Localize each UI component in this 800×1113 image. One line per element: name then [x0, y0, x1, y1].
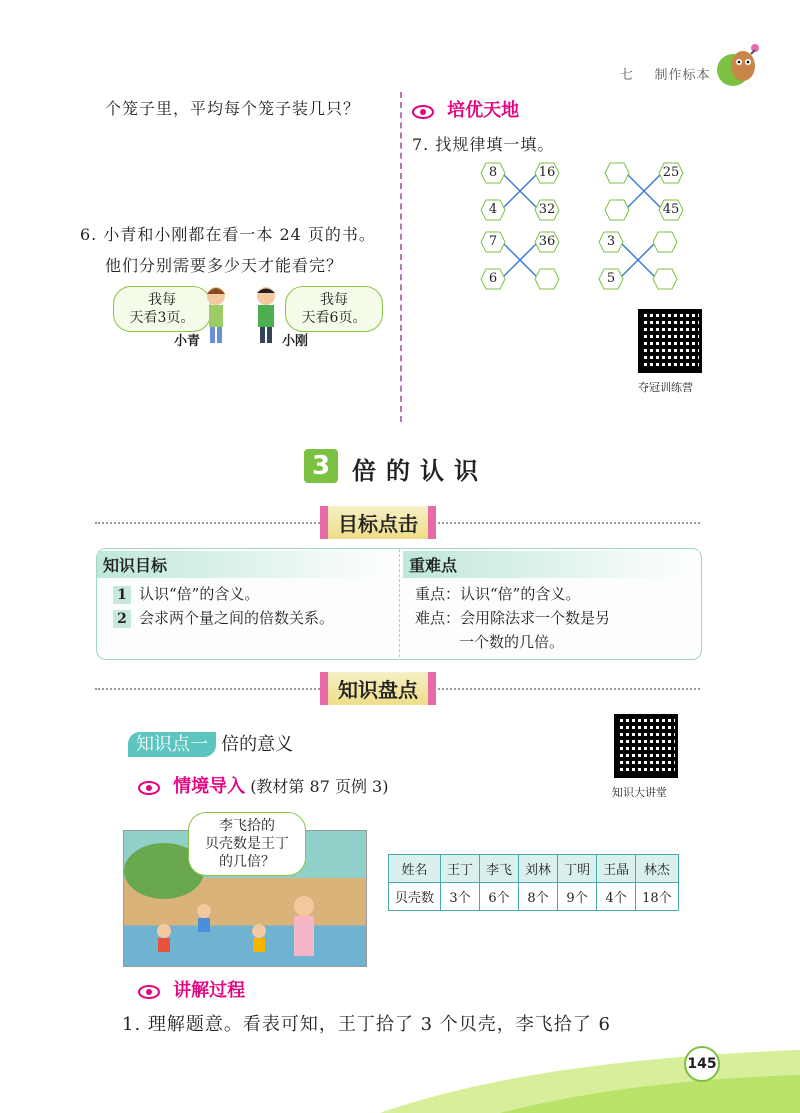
table-header-cell: 王丁	[441, 855, 480, 883]
item-text: 会求两个量之间的倍数关系。	[139, 609, 335, 627]
column-divider	[400, 92, 402, 422]
bubble-line: 天看3页。	[129, 310, 195, 326]
table-header-row	[389, 855, 679, 883]
key-point-line: 难点：会用除法求一个数是另	[415, 609, 611, 627]
knowledge-point-title: 倍的意义	[221, 734, 294, 755]
hexagon-cell: 8	[480, 162, 506, 184]
scenario-heading	[138, 772, 388, 798]
label-xiaogang: 小刚	[282, 334, 309, 349]
item-number: 1	[113, 586, 131, 604]
knowledge-point-tag: 知识点一	[128, 732, 216, 757]
table-cell: 4个	[597, 883, 636, 911]
lesson-title: 倍的认识	[352, 457, 488, 485]
running-header	[620, 64, 711, 83]
hexagon-cell: 25	[658, 162, 684, 184]
explain-line-1: 1. 理解题意。看表可知，王丁拾了 3 个贝壳，李飞拾了 6	[122, 1014, 611, 1035]
puzzle-4	[598, 231, 678, 291]
goals-box	[96, 548, 702, 660]
table-cell: 3个	[441, 883, 480, 911]
knowledge-goals	[97, 551, 397, 634]
question-6-line-1: 6. 小青和小刚都在看一本 24 页的书。	[80, 225, 376, 244]
hexagon-cell	[604, 162, 630, 184]
key-point-line: 重点：认识“倍”的含义。	[415, 585, 581, 603]
key-point-line: 一个数的几倍。	[459, 633, 565, 651]
bubble-line: 贝壳数是王丁	[205, 836, 289, 852]
list-item	[113, 606, 381, 630]
lesson-number-badge: 3	[304, 449, 338, 483]
page-number: 145	[684, 1046, 720, 1082]
table-header-cell: 林杰	[636, 855, 679, 883]
speech-bubble-xiaoqing	[113, 286, 211, 332]
hexagon-cell	[652, 268, 678, 290]
hexagon-cell	[604, 199, 630, 221]
table-cell: 8个	[519, 883, 558, 911]
qr-code-icon[interactable]	[638, 309, 702, 373]
hexagon-cell: 36	[534, 231, 560, 253]
qr-label-training: 夺冠训练营	[638, 381, 693, 394]
scenario-title: 情境导入	[173, 776, 246, 797]
bubble-line: 李飞拾的	[219, 818, 275, 834]
key-points-heading: 重难点	[403, 551, 699, 578]
hexagon-cell: 7	[480, 231, 506, 253]
table-cell: 9个	[558, 883, 597, 911]
chapter-number: 七	[620, 68, 635, 83]
hexagon-cell: 3	[598, 231, 624, 253]
mascot-icon	[715, 40, 765, 90]
explain-title: 讲解过程	[173, 980, 246, 1001]
table-header-cell: 丁明	[558, 855, 597, 883]
scenario-source: (教材第 87 页例 3)	[250, 777, 389, 796]
section-title: 培优天地	[447, 100, 520, 121]
item-number: 2	[113, 610, 131, 628]
table-header-cell: 王晶	[597, 855, 636, 883]
girl-figure-icon	[202, 284, 230, 346]
inventory-banner: 知识盘点	[320, 672, 436, 705]
eye-icon	[138, 985, 160, 999]
table-cell: 18个	[636, 883, 679, 911]
knowledge-goals-heading: 知识目标	[97, 551, 397, 578]
boy-figure-icon	[252, 284, 280, 346]
item-text: 认识“倍”的含义。	[139, 585, 260, 603]
puzzle-1	[480, 162, 560, 222]
hexagon-cell	[534, 268, 560, 290]
key-points	[403, 551, 699, 658]
hexagon-cell: 32	[534, 199, 560, 221]
bubble-line: 我每	[148, 292, 176, 308]
bubble-line: 的几倍？	[219, 854, 275, 870]
hexagon-cell	[652, 231, 678, 253]
table-header-cell: 刘林	[519, 855, 558, 883]
knowledge-point-header	[128, 730, 293, 756]
hexagon-cell: 16	[534, 162, 560, 184]
hexagon-cell: 5	[598, 268, 624, 290]
shell-count-table	[388, 854, 679, 911]
table-header-cell: 李飞	[480, 855, 519, 883]
qr-label-lecture: 知识大讲堂	[612, 786, 667, 799]
eye-icon	[138, 781, 160, 795]
hexagon-cell: 6	[480, 268, 506, 290]
box-divider	[399, 549, 400, 657]
question-7: 7. 找规律填一填。	[412, 135, 555, 154]
question-6-line-2: 他们分别需要多少天才能看完？	[105, 256, 344, 275]
knowledge-goals-list	[97, 578, 397, 634]
bubble-line: 我每	[320, 292, 348, 308]
bubble-line: 天看6页。	[301, 310, 367, 326]
puzzle-3	[480, 231, 560, 291]
label-xiaoqing: 小青	[174, 334, 201, 349]
footer-wave-decoration	[380, 1040, 800, 1113]
table-row	[389, 883, 679, 911]
unit-title: 制作标本	[654, 68, 711, 83]
speech-bubble-xiaogang	[285, 286, 383, 332]
goals-banner: 目标点击	[320, 506, 436, 539]
qr-code-icon[interactable]	[614, 714, 678, 778]
scene-speech-bubble	[188, 812, 306, 876]
hexagon-cell: 4	[480, 199, 506, 221]
table-cell: 贝壳数	[389, 883, 441, 911]
explain-heading	[138, 976, 245, 1002]
eye-icon	[412, 105, 434, 119]
puzzle-2	[604, 162, 684, 222]
table-header-cell: 姓名	[389, 855, 441, 883]
question-5-tail: 个笼子里，平均每个笼子装几只？	[105, 99, 361, 118]
key-points-list	[403, 578, 699, 658]
table-cell: 6个	[480, 883, 519, 911]
list-item	[113, 582, 381, 606]
section-peiyou	[412, 96, 519, 122]
hexagon-cell: 45	[658, 199, 684, 221]
